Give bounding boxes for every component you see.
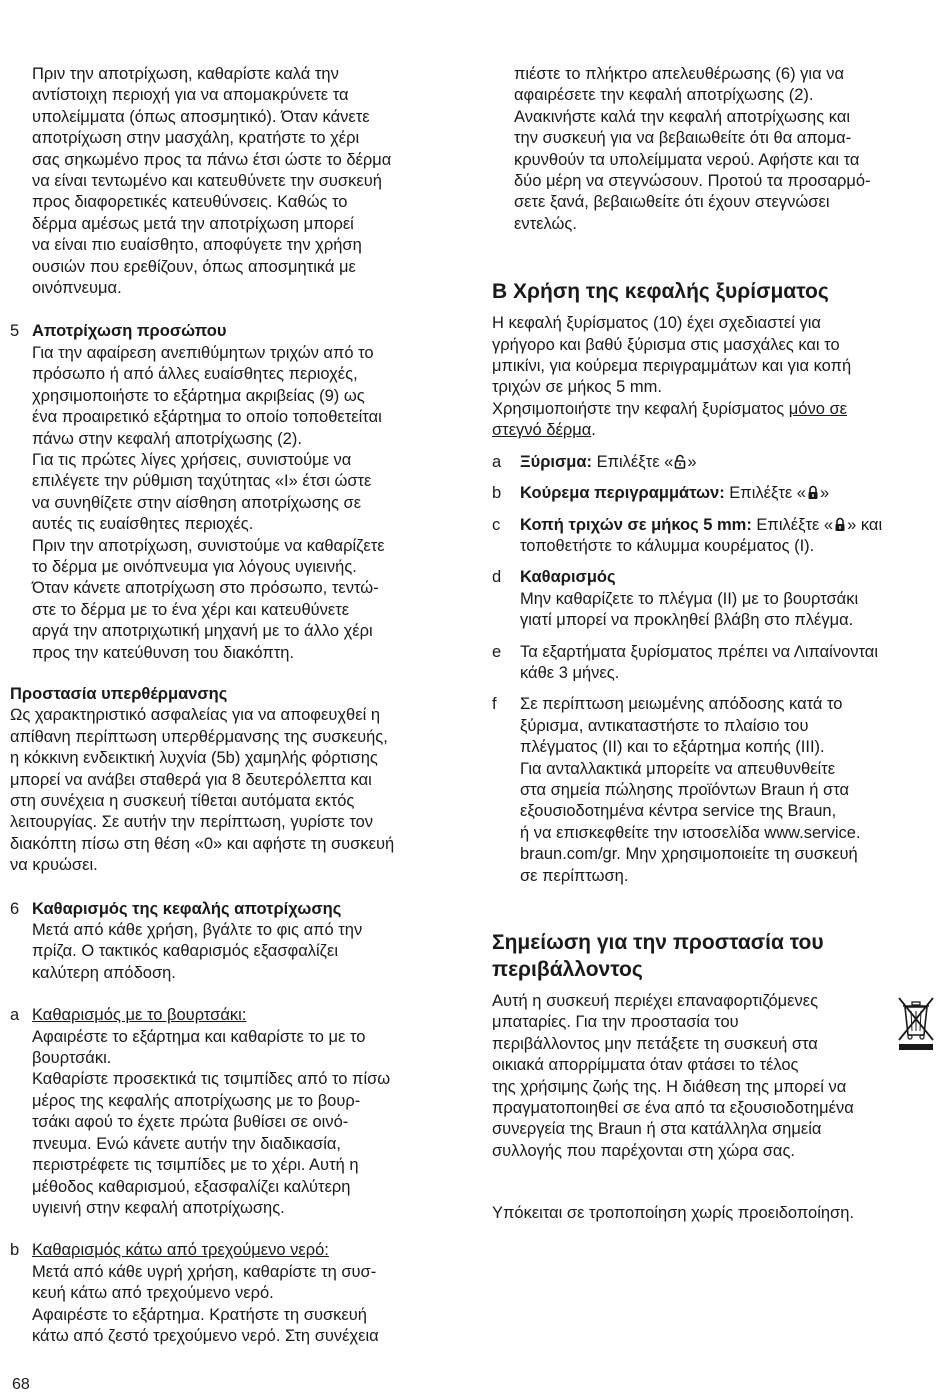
text-line: κευή κάτω από τρεχούμενο νερό.: [32, 1284, 274, 1303]
lock-open-icon: [674, 454, 686, 469]
text-line: να κρυώσει.: [10, 856, 98, 875]
cut-item: [492, 515, 932, 558]
text-line: αφαιρέσετε την κεφαλή αποτρίχωσης (2).: [514, 86, 814, 105]
item-letter: a: [10, 1006, 20, 1025]
text-line: αποτρίχωση στην μασχάλη, κρατήστε το χέρι: [32, 129, 360, 148]
section-5-body: [10, 343, 465, 664]
replace-item: [492, 694, 932, 887]
text-line: της χρήσιμης ζωής της. Η διάθεση της μπορεί να: [492, 1077, 847, 1096]
intro-underlined: στεγνό δέρμα: [492, 421, 592, 440]
text-line: στη συνέχεια η συσκευή τίθεται αυτόματα εκτός: [10, 792, 355, 810]
lock-closed-icon: [807, 485, 819, 500]
intro-paragraph: [10, 64, 465, 299]
section-number: 6: [10, 899, 20, 918]
section-title: Αποτρίχωση προσώπου: [32, 322, 227, 341]
item-letter: b: [10, 1241, 20, 1260]
cleaning-water: [10, 1240, 465, 1347]
text-line: ξύρισμα, αντικαταστήστε το πλαίσιο του: [520, 716, 809, 735]
text-line: να είναι τεντωμένο και κατευθύνετε την συσκευή: [32, 172, 382, 191]
text-line: κάθε 3 μήνες.: [520, 663, 620, 682]
text-line: πνευμα. Ενώ κάνετε αυτήν την διαδικασία,: [32, 1134, 342, 1153]
text-line: την συσκευή για να βεβαιωθείτε ότι θα απομα-: [514, 129, 852, 148]
right-column: [492, 64, 932, 1225]
text-line: Ως χαρακτηριστικό ασφαλείας για να αποφευχθεί η: [10, 706, 381, 725]
text-line: braun.com/gr. Μην χρησιμοποιείτε τη συσκευή: [520, 845, 858, 864]
section-number: 5: [10, 322, 20, 341]
text-line: μέρος της κεφαλής αποτρίχωσης με το βουρ-: [32, 1091, 361, 1110]
text-line: εντελώς.: [514, 214, 577, 233]
text-line: το δέρμα με οινόπνευμα για λόγους υγιεινής.: [32, 557, 357, 576]
environment-body: [492, 991, 932, 1162]
text-line: Καθαρίστε προσεκτικά τις τσιμπίδες από το πίσω: [32, 1070, 391, 1089]
text-line: εξουσιοδοτημένα κέντρα service της Braun,: [520, 802, 837, 821]
text-line: Η κεφαλή ξυρίσματος (10) έχει σχεδιαστεί για: [492, 314, 821, 333]
section-5-heading: [10, 321, 465, 342]
item-text: Επιλέξτε «: [751, 515, 834, 534]
text-line: προς την κατεύθυνση του διακόπτη.: [32, 643, 295, 662]
text-line: Μετά από κάθε χρήση, βγάλτε το φις από την: [32, 921, 363, 940]
item-letter: b: [492, 484, 502, 503]
text-line: μέθοδος καθαρισμού, εξασφαλίζει καλύτερη: [32, 1177, 351, 1196]
cleaning-brush: [10, 1005, 465, 1219]
intro-text: .: [591, 421, 596, 440]
text-line: επιλέγετε την ρύθμιση ταχύτητας «I» έτσι ώστε: [32, 472, 372, 491]
item-body: [520, 642, 932, 685]
environment-section: [492, 991, 932, 1162]
shave-item: [492, 452, 932, 473]
clean-item: [492, 567, 932, 631]
item-bold: Κοπή τριχών σε μήκος 5 mm:: [520, 515, 752, 534]
continued-paragraph: [492, 64, 932, 235]
text-line: πάνω στην κεφαλή αποτρίχωσης (2).: [32, 429, 302, 448]
text-line: αυτές τις ευαίσθητες περιοχές.: [32, 515, 254, 534]
text-line: βουρτσάκι.: [32, 1049, 112, 1068]
item-text: Επιλέξτε «: [724, 484, 806, 503]
text-line: δέρμα αμέσως μετά την αποτρίχωση μπορεί: [32, 214, 354, 233]
text-line: συλλογής που παρέχονται στη χώρα σας.: [492, 1141, 796, 1160]
text-line: γιατί μπορεί να προκληθεί βλάβη στο πλέγμα.: [520, 611, 854, 630]
item-body: [520, 694, 932, 887]
text-line: ουσιών που ερεθίζουν, όπως αποσμητικά με: [32, 257, 356, 276]
text-line: υπολείμματα (όπως αποσμητικό). Όταν κάνετε: [32, 107, 370, 126]
text-line: Σε περίπτωση μειωμένης απόδοσης κατά το: [520, 695, 843, 714]
text-line: οινόπνευμα.: [32, 279, 122, 298]
text-line: Πριν την αποτρίχωση, συνιστούμε να καθαρίζετε: [32, 536, 385, 555]
text-line: η κόκκινη ενδεικτική λυχνία (5b) χαμηλής φόρτισης: [10, 749, 378, 768]
text-line: περιβάλλοντος: [492, 958, 643, 981]
item-bold: Ξύρισμα:: [520, 452, 593, 471]
item-text: » και: [847, 515, 883, 534]
text-line: χρησιμοποιήστε το εξάρτημα ακριβείας (9) ως: [32, 386, 365, 405]
item-body: [32, 1262, 465, 1348]
item-bold: Καθαρισμός: [520, 568, 616, 587]
text-line: μπικίνι, για κούρεμα περιγραμμάτων και για κοπή: [492, 357, 852, 376]
text-line: αργά την αποτριχωτική μηχανή με το άλλο χέρι: [32, 622, 373, 641]
text-line: ένα προαιρετικό εξάρτημα το οποίο τοποθετείται: [32, 408, 382, 427]
lubricate-item: [492, 642, 932, 685]
section-6-heading: [10, 899, 465, 920]
item-text: τοποθετήστε το κάλυμμα κουρέματος (I).: [520, 536, 815, 555]
item-letter: c: [492, 515, 501, 534]
text-line: περιστρέφετε τις τσιμπίδες με το χέρι. Αυτή η: [32, 1156, 359, 1175]
notice-text: Υπόκειται σε τροποποίηση χωρίς προειδοποίηση.: [492, 1204, 854, 1223]
text-line: περιβάλλοντος μην πετάξετε τη συσκευή στα: [492, 1034, 818, 1053]
text-line: Ανακινήστε καλά την κεφαλή αποτρίχωσης και: [514, 107, 851, 126]
environment-heading: [492, 929, 932, 983]
text-line: Όταν κάνετε αποτρίχωση στο πρόσωπο, τεντώ-: [32, 579, 379, 598]
text-line: δύο μέρη να στεγνώσουν. Προτού τα προσαρμό-: [514, 172, 871, 191]
text-line: συνεργεία της Braun ή στα κατάλληλα σημεία: [492, 1120, 822, 1139]
text-line: Για τις πρώτες λίγες χρήσεις, συνιστούμε να: [32, 450, 352, 469]
item-text: »: [687, 452, 697, 471]
text-line: Για την αφαίρεση ανεπιθύμητων τριχών από το: [32, 343, 374, 362]
overheat-title: Προστασία υπερθέρμανσης: [10, 684, 228, 703]
text-line: αντίστοιχη περιοχή για να απομακρύνετε τα: [32, 86, 349, 105]
intro-text: Χρησιμοποιήστε την κεφαλή ξυρίσματος: [492, 399, 789, 418]
text-line: σας σηκωμένο προς τα πάνω έτσι ώστε το δέρμα: [32, 150, 392, 169]
text-line: μπορεί να ανάβει σταθερά για 8 δευτερόλεπτα και: [10, 770, 372, 789]
text-line: Αφαιρέστε το εξάρτημα. Κρατήστε τη συσκευή: [32, 1305, 367, 1324]
lock-closed-icon: [834, 517, 846, 532]
text-line: Για ανταλλακτικά μπορείτε να απευθυνθείτε: [520, 759, 836, 778]
text-line: Μην καθαρίζετε το πλέγμα (II) με το βουρτσάκι: [520, 589, 859, 608]
text-line: Αυτή η συσκευή περιέχει επαναφορτιζόμενες: [492, 992, 819, 1010]
left-column: [10, 64, 465, 1347]
item-body: [520, 589, 932, 632]
text-line: οικιακά απορρίμματα όταν φτάσει το τέλος: [492, 1056, 799, 1075]
trim-item: [492, 483, 932, 504]
text-line: καλύτερη απόδοση.: [32, 963, 176, 982]
text-line: κάτω από ζεστό τρεχούμενο νερό. Στη συνέχεια: [32, 1326, 379, 1345]
text-line: λειτουργίας. Σε αυτήν την περίπτωση, γυρίστε τον: [10, 813, 374, 832]
intro-underlined: μόνο σε: [788, 399, 847, 418]
text-line: στα σημεία πώλησης προϊόντων Braun ή στα: [520, 780, 850, 799]
section-6-body: [10, 920, 465, 984]
section-title: Καθαρισμός της κεφαλής αποτρίχωσης: [32, 899, 342, 918]
text-line: Μετά από κάθε υγρή χρήση, καθαρίστε τη συσ-: [32, 1262, 377, 1281]
item-letter: f: [492, 695, 497, 714]
text-line: να είναι πιο ευαίσθητο, αποφύγετε την χρήση: [32, 236, 362, 255]
text-line: κρυνθούν τα υπολείμματα νερού. Αφήστε και τα: [514, 150, 860, 169]
text-line: γρήγορο και βαθύ ξύρισμα στις μασχάλες και το: [492, 335, 840, 354]
text-line: πρόσωπο ή από άλλες ευαίσθητες περιοχές,: [32, 365, 358, 384]
text-line: Αφαιρέστε το εξάρτημα και καθαρίστε το με το: [32, 1027, 366, 1046]
item-letter: e: [492, 642, 502, 661]
text-line: Πριν την αποτρίχωση, καθαρίστε καλά την: [32, 65, 339, 83]
item-bold: Κούρεμα περιγραμμάτων:: [520, 484, 725, 503]
item-title: Καθαρισμός με το βουρτσάκι:: [32, 1006, 247, 1025]
text-line: πραγματοποιηθεί σε ένα από τα εξουσιοδοτημένα: [492, 1099, 854, 1118]
item-letter: d: [492, 568, 502, 587]
text-line: μπαταρίες. Για την προστασία του: [492, 1013, 739, 1032]
text-line: Σημείωση για την προστασία του: [492, 931, 824, 954]
text-line: στε το δέρμα με το ένα χέρι και κατευθύνετε: [32, 600, 350, 619]
item-text: »: [820, 484, 830, 503]
page-number: 68: [12, 1376, 30, 1393]
item-text: Επιλέξτε «: [592, 452, 674, 471]
text-line: προς διαφορετικές κατευθύνσεις. Καθώς το: [32, 193, 348, 212]
text-line: Τα εξαρτήματα ξυρίσματος πρέπει να Λιπαίνονται: [520, 642, 879, 661]
shaver-intro: [492, 313, 932, 441]
text-line: σε περίπτωση.: [520, 866, 629, 885]
shaver-heading: B Χρήση της κεφαλής ξυρίσματος: [492, 280, 829, 304]
text-line: τριχών σε μήκος 5 mm.: [492, 378, 662, 397]
text-line: τσάκι αφού το έχετε πρώτα βυθίσει σε οινό-: [32, 1113, 349, 1132]
text-line: να συνηθίζετε στην αίσθηση αποτρίχωσης σε: [32, 493, 362, 512]
text-line: διακόπτη πίσω στη θέση «0» και αφήστε τη συσκευή: [10, 834, 395, 853]
text-line: απίθανη περίπτωση υπερθέρμανσης της συσκευής,: [10, 727, 388, 746]
crossed-bin-icon: [896, 995, 936, 1051]
text-line: πρίζα. Ο τακτικός καθαρισμός εξασφαλίζει: [32, 942, 338, 961]
text-line: υγιεινή στην κεφαλή αποτρίχωσης.: [32, 1198, 285, 1217]
text-line: σετε ξανά, βεβαιωθείτε ότι έχουν στεγνώσει: [514, 193, 830, 212]
overheat-body: [10, 705, 465, 876]
item-letter: a: [492, 452, 502, 471]
item-title: Καθαρισμός κάτω από τρεχούμενο νερό:: [32, 1241, 329, 1260]
item-body: [32, 1027, 465, 1220]
text-line: ή να επισκεφθείτε την ιστοσελίδα www.service.: [520, 823, 861, 842]
shaver-intro-last: [492, 399, 932, 442]
text-line: πλέγματος (II) και το εξάρτημα κοπής (III).: [520, 738, 825, 757]
text-line: πιέστε το πλήκτρο απελευθέρωσης (6) για να: [514, 65, 844, 83]
